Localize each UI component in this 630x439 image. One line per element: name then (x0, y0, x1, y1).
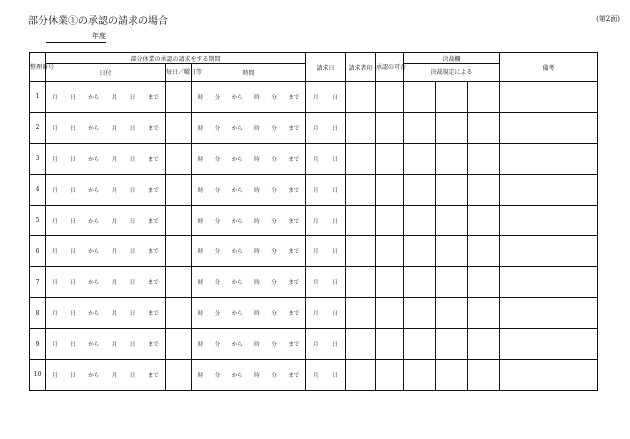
decision-cell[interactable] (468, 267, 500, 298)
unit-label: 分 (271, 311, 277, 318)
date-range-cell[interactable] (46, 267, 166, 298)
unit-label: 月 (52, 249, 58, 256)
unit-label: まで (147, 187, 159, 194)
row-number: 2 (30, 112, 46, 143)
decision-cell[interactable] (436, 143, 468, 174)
unit-label: 分 (214, 372, 221, 379)
unit-label: 分 (214, 218, 221, 225)
unit-label: 分 (271, 156, 277, 163)
table-row (30, 143, 598, 174)
unit-label: 分 (214, 156, 221, 163)
time-range-cell[interactable] (192, 174, 306, 205)
unit-label: 分 (271, 187, 277, 194)
unit-label: 月 (52, 280, 58, 287)
request-date-cell[interactable] (306, 360, 346, 391)
table-row (30, 236, 598, 267)
requester-seal-cell[interactable] (346, 143, 376, 174)
unit-label: 時 (254, 280, 260, 287)
unit-label: 月 (313, 94, 319, 101)
unit-label: 日 (332, 342, 339, 349)
unit-label: 日 (129, 342, 136, 349)
unit-label: まで (288, 187, 300, 194)
remarks-cell[interactable] (500, 143, 598, 174)
approval-status-cell[interactable] (376, 205, 404, 236)
unit-label: 月 (52, 311, 58, 318)
date-range-cell[interactable] (46, 236, 166, 267)
unit-label: 日 (70, 249, 76, 256)
day-type-cell[interactable] (166, 267, 192, 298)
unit-label: 時 (254, 156, 260, 163)
unit-label: から (88, 94, 100, 101)
page-number: (第2面) (596, 15, 620, 23)
time-range-cell[interactable] (192, 360, 306, 391)
approval-status-cell[interactable] (376, 82, 404, 113)
unit-label: 月 (313, 311, 319, 318)
time-range-cell[interactable] (192, 298, 306, 329)
day-type-cell[interactable] (166, 360, 192, 391)
unit-label: 月 (52, 342, 58, 349)
header-period: 部分休業の承認の請求をする期間 (46, 53, 306, 64)
unit-label: 分 (271, 94, 277, 101)
requester-seal-cell[interactable] (346, 329, 376, 360)
unit-label: から (88, 125, 100, 132)
unit-label: 月 (111, 187, 118, 194)
unit-label: 分 (214, 249, 221, 256)
request-date-cell[interactable] (306, 298, 346, 329)
unit-label: 日 (332, 156, 339, 163)
unit-label: 月 (52, 187, 58, 194)
unit-label: 時 (197, 187, 204, 194)
time-range-cell[interactable] (192, 205, 306, 236)
requester-seal-cell[interactable] (346, 112, 376, 143)
unit-label: 時 (197, 125, 204, 132)
unit-label: から (231, 342, 243, 349)
unit-label: まで (288, 280, 300, 287)
unit-label: 月 (313, 280, 319, 287)
unit-label: 時 (254, 372, 260, 379)
unit-label: 時 (197, 218, 204, 225)
date-range-cell[interactable] (46, 360, 166, 391)
day-type-cell[interactable] (166, 298, 192, 329)
request-date-cell[interactable] (306, 205, 346, 236)
row-number: 1 (30, 82, 46, 113)
unit-label: 月 (111, 125, 118, 132)
unit-label: 日 (70, 342, 76, 349)
unit-label: 日 (129, 187, 136, 194)
time-range-cell[interactable] (192, 112, 306, 143)
decision-cell[interactable] (436, 236, 468, 267)
unit-label: 時 (254, 125, 260, 132)
remarks-cell[interactable] (500, 205, 598, 236)
unit-label: 日 (332, 280, 339, 287)
approval-status-cell[interactable] (376, 329, 404, 360)
table-row (30, 298, 598, 329)
table-row (30, 205, 598, 236)
requester-seal-cell[interactable] (346, 205, 376, 236)
unit-label: 月 (52, 218, 58, 225)
decision-cell[interactable] (436, 298, 468, 329)
unit-label: 分 (271, 372, 277, 379)
unit-label: 月 (111, 372, 118, 379)
unit-label: 日 (129, 372, 136, 379)
unit-label: 分 (214, 280, 221, 287)
day-type-cell[interactable] (166, 143, 192, 174)
date-range-cell[interactable] (46, 112, 166, 143)
requester-seal-cell[interactable] (346, 298, 376, 329)
time-range-cell[interactable] (192, 143, 306, 174)
unit-label: 時 (197, 372, 204, 379)
unit-label: から (88, 372, 100, 379)
unit-label: 日 (129, 125, 136, 132)
unit-label: 月 (111, 280, 118, 287)
unit-label: 月 (313, 125, 319, 132)
unit-label: から (231, 94, 243, 101)
unit-label: まで (147, 125, 159, 132)
day-type-cell[interactable] (166, 205, 192, 236)
date-range-cell[interactable] (46, 329, 166, 360)
unit-label: 時 (254, 342, 260, 349)
unit-label: 時 (197, 311, 204, 318)
time-range-cell[interactable] (192, 267, 306, 298)
approval-status-cell[interactable] (376, 298, 404, 329)
unit-label: から (231, 187, 243, 194)
remarks-cell[interactable] (500, 267, 598, 298)
header-request-date: 請求日 (306, 53, 346, 82)
unit-label: 日 (332, 187, 339, 194)
request-date-cell[interactable] (306, 143, 346, 174)
table-row (30, 174, 598, 205)
unit-label: 日 (129, 249, 136, 256)
header-decision-rule: 決裁規定による (404, 64, 500, 82)
approval-status-cell[interactable] (376, 236, 404, 267)
date-range-cell[interactable] (46, 205, 166, 236)
date-range-cell[interactable] (46, 174, 166, 205)
requester-seal-cell[interactable] (346, 82, 376, 113)
decision-cell[interactable] (404, 298, 436, 329)
header-requester-seal: 請求者印 (346, 53, 376, 82)
time-range-cell[interactable] (192, 329, 306, 360)
request-date-cell[interactable] (306, 174, 346, 205)
unit-label: 日 (70, 218, 76, 225)
unit-label: 月 (111, 218, 118, 225)
decision-cell[interactable] (436, 82, 468, 113)
unit-label: 時 (254, 249, 260, 256)
unit-label: 月 (111, 156, 118, 163)
unit-label: 時 (254, 311, 260, 318)
time-range-cell[interactable] (192, 236, 306, 267)
request-date-cell[interactable] (306, 82, 346, 113)
unit-label: 日 (332, 311, 339, 318)
decision-cell[interactable] (436, 174, 468, 205)
unit-label: 日 (129, 218, 136, 225)
unit-label: 月 (313, 372, 319, 379)
unit-label: 分 (271, 249, 277, 256)
decision-cell[interactable] (468, 82, 500, 113)
unit-label: から (231, 249, 243, 256)
remarks-cell[interactable] (500, 82, 598, 113)
year-field[interactable]: 年度 (46, 31, 106, 43)
decision-cell[interactable] (404, 82, 436, 113)
unit-label: 日 (129, 156, 136, 163)
decision-cell[interactable] (404, 236, 436, 267)
unit-label: 分 (271, 280, 277, 287)
remarks-cell[interactable] (500, 298, 598, 329)
unit-label: 月 (52, 372, 58, 379)
unit-label: 分 (214, 125, 221, 132)
unit-label: まで (288, 249, 300, 256)
unit-label: から (231, 280, 243, 287)
unit-label: 分 (214, 94, 221, 101)
remarks-cell[interactable] (500, 174, 598, 205)
unit-label: 時 (197, 249, 204, 256)
unit-label: から (88, 187, 100, 194)
unit-label: から (88, 311, 100, 318)
unit-label: 日 (129, 311, 136, 318)
unit-label: から (231, 125, 243, 132)
table-row (30, 329, 598, 360)
approval-status-cell[interactable] (376, 174, 404, 205)
unit-label: まで (288, 156, 300, 163)
unit-label: まで (288, 342, 300, 349)
requester-seal-cell[interactable] (346, 174, 376, 205)
unit-label: 時 (197, 156, 204, 163)
unit-label: から (88, 342, 100, 349)
unit-label: 日 (332, 125, 339, 132)
table-row (30, 82, 598, 113)
header-date: 日付 (46, 64, 166, 82)
request-date-cell[interactable] (306, 236, 346, 267)
unit-label: まで (288, 311, 300, 318)
date-range-cell[interactable] (46, 298, 166, 329)
unit-label: まで (147, 156, 159, 163)
table-row (30, 112, 598, 143)
unit-label: 分 (271, 218, 277, 225)
row-number: 3 (30, 143, 46, 174)
unit-label: から (88, 156, 100, 163)
request-date-cell[interactable] (306, 329, 346, 360)
unit-label: まで (147, 94, 159, 101)
unit-label: 月 (313, 342, 319, 349)
day-type-cell[interactable] (166, 329, 192, 360)
approval-status-cell[interactable] (376, 360, 404, 391)
remarks-cell[interactable] (500, 112, 598, 143)
approval-status-cell[interactable] (376, 267, 404, 298)
unit-label: 月 (52, 125, 58, 132)
header-day-type: 毎日／曜日等 (166, 64, 192, 82)
row-number: 7 (30, 267, 46, 298)
decision-cell[interactable] (404, 174, 436, 205)
unit-label: 月 (313, 249, 319, 256)
decision-cell[interactable] (404, 267, 436, 298)
form-title: 部分休業①の承認の請求の場合 (28, 16, 168, 27)
unit-label: 月 (52, 156, 58, 163)
unit-label: から (88, 218, 100, 225)
remarks-cell[interactable] (500, 236, 598, 267)
requester-seal-cell[interactable] (346, 267, 376, 298)
unit-label: まで (147, 218, 159, 225)
decision-cell[interactable] (436, 267, 468, 298)
unit-label: 月 (313, 187, 319, 194)
unit-label: 月 (313, 156, 319, 163)
row-number: 6 (30, 236, 46, 267)
header-time: 時間 (192, 64, 306, 82)
unit-label: 時 (197, 94, 204, 101)
decision-cell[interactable] (468, 360, 500, 391)
row-number: 8 (30, 298, 46, 329)
decision-cell[interactable] (436, 112, 468, 143)
decision-cell[interactable] (468, 112, 500, 143)
unit-label: 時 (254, 218, 260, 225)
decision-cell[interactable] (468, 143, 500, 174)
decision-cell[interactable] (468, 298, 500, 329)
unit-label: 日 (129, 94, 136, 101)
table-row (30, 267, 598, 298)
unit-label: 時 (254, 94, 260, 101)
unit-label: まで (147, 311, 159, 318)
unit-label: 時 (197, 342, 204, 349)
unit-label: まで (288, 218, 300, 225)
unit-label: 分 (214, 342, 221, 349)
unit-label: まで (147, 280, 159, 287)
decision-cell[interactable] (404, 329, 436, 360)
unit-label: から (231, 372, 243, 379)
unit-label: 日 (332, 218, 339, 225)
decision-cell[interactable] (468, 205, 500, 236)
header-row-number: 整理番号 (30, 53, 46, 82)
decision-cell[interactable] (436, 329, 468, 360)
row-number: 10 (30, 360, 46, 391)
unit-label: 月 (111, 311, 118, 318)
unit-label: まで (147, 342, 159, 349)
unit-label: 日 (70, 187, 76, 194)
unit-label: 日 (129, 280, 136, 287)
date-range-cell[interactable] (46, 82, 166, 113)
unit-label: 分 (214, 187, 221, 194)
unit-label: 月 (111, 249, 118, 256)
unit-label: 日 (70, 280, 76, 287)
unit-label: 月 (111, 94, 118, 101)
remarks-cell[interactable] (500, 329, 598, 360)
requester-seal-cell[interactable] (346, 360, 376, 391)
approval-status-cell[interactable] (376, 112, 404, 143)
row-number: 5 (30, 205, 46, 236)
day-type-cell[interactable] (166, 112, 192, 143)
unit-label: から (88, 280, 100, 287)
header-remarks: 備考 (500, 53, 598, 82)
unit-label: 日 (70, 311, 76, 318)
day-type-cell[interactable] (166, 174, 192, 205)
decision-cell[interactable] (468, 174, 500, 205)
unit-label: 分 (271, 342, 277, 349)
date-range-cell[interactable] (46, 143, 166, 174)
unit-label: 分 (214, 311, 221, 318)
unit-label: 時 (254, 187, 260, 194)
unit-label: まで (288, 372, 300, 379)
unit-label: 日 (70, 125, 76, 132)
unit-label: 時 (197, 280, 204, 287)
unit-label: から (231, 311, 243, 318)
request-date-cell[interactable] (306, 267, 346, 298)
remarks-cell[interactable] (500, 360, 598, 391)
decision-cell[interactable] (404, 205, 436, 236)
unit-label: まで (147, 372, 159, 379)
unit-label: まで (288, 94, 300, 101)
approval-status-cell[interactable] (376, 143, 404, 174)
unit-label: 月 (313, 218, 319, 225)
unit-label: から (231, 156, 243, 163)
unit-label: 日 (70, 156, 76, 163)
unit-label: まで (288, 125, 300, 132)
day-type-cell[interactable] (166, 236, 192, 267)
unit-label: 月 (52, 94, 58, 101)
decision-cell[interactable] (404, 112, 436, 143)
decision-cell[interactable] (436, 360, 468, 391)
unit-label: 日 (332, 372, 339, 379)
header-approval-status: 承認の可否 (376, 53, 404, 82)
request-table (29, 52, 598, 391)
time-range-cell[interactable] (192, 82, 306, 113)
row-number: 4 (30, 174, 46, 205)
unit-label: まで (147, 249, 159, 256)
unit-label: 日 (70, 94, 76, 101)
unit-label: 日 (70, 372, 76, 379)
decision-cell[interactable] (404, 360, 436, 391)
requester-seal-cell[interactable] (346, 236, 376, 267)
decision-cell[interactable] (468, 236, 500, 267)
row-number: 9 (30, 329, 46, 360)
decision-cell[interactable] (404, 143, 436, 174)
unit-label: 日 (332, 249, 339, 256)
unit-label: から (88, 249, 100, 256)
request-date-cell[interactable] (306, 112, 346, 143)
table-row (30, 360, 598, 391)
header-decision: 決裁欄 (404, 53, 500, 64)
unit-label: から (231, 218, 243, 225)
decision-cell[interactable] (468, 329, 500, 360)
unit-label: 日 (332, 94, 339, 101)
unit-label: 分 (271, 125, 277, 132)
decision-cell[interactable] (436, 205, 468, 236)
day-type-cell[interactable] (166, 82, 192, 113)
unit-label: 月 (111, 342, 118, 349)
